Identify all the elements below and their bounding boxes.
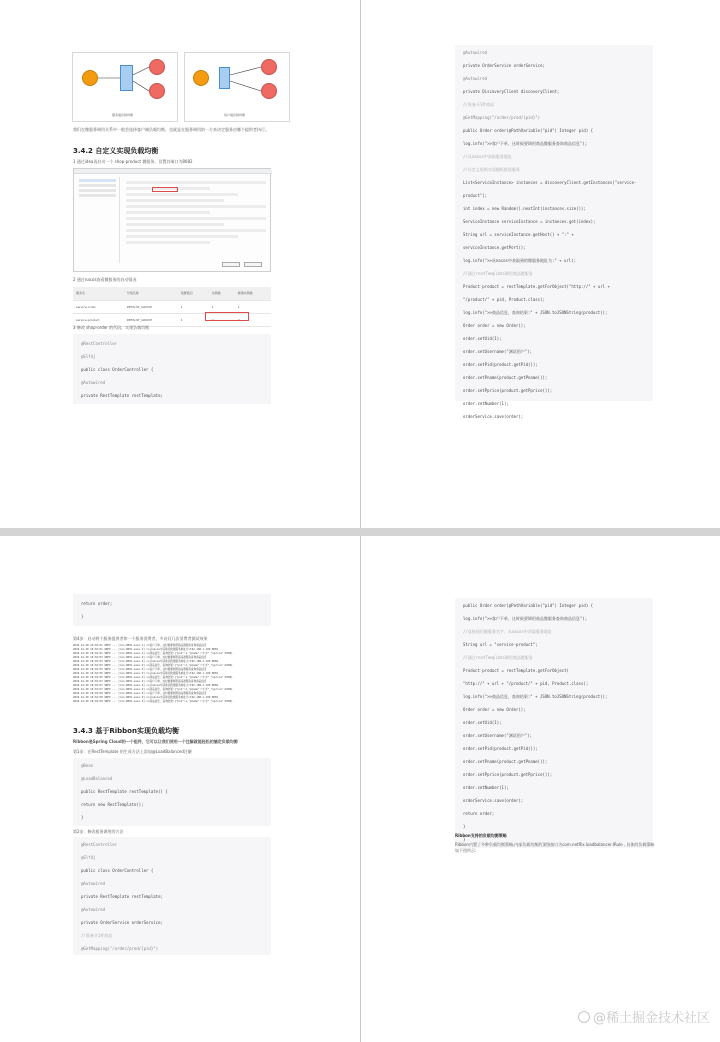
- console-line: 2019-12-20 16:32:09 INFO --- [nio-8091-exec-5] >>商品信息，查询结果:{"pid":1,"pname":"小米","pprice":1000}: [73, 700, 233, 703]
- code-line: String url = "service-product";: [463, 642, 538, 647]
- code-line: public RestTemplate restTemplate() {: [81, 789, 168, 794]
- table-cell: 2: [235, 313, 271, 326]
- code-line: }: [463, 837, 466, 842]
- code-line: private RestTemplate restTemplate;: [81, 894, 163, 899]
- code-line: //通过restTemplate调用商品微服务: [463, 655, 533, 660]
- page-2: [361, 0, 720, 528]
- diagram-server-lb: [72, 52, 178, 122]
- diagram-caption-right: 客户端负载均衡: [224, 113, 246, 117]
- code-line: //自定义规则实现随机挑选服务: [463, 167, 520, 172]
- code-line: log.info(">>商品信息，查询结果:" + JSON.toJSONString(product));: [463, 694, 608, 699]
- intro-paragraph: 我们在微服务调用关系中一般会选择客户端负载均衡，也就是在服务调用的一方来决定服务由哪个提供者执行。: [73, 127, 269, 132]
- code-line: private OrderService orderService;: [81, 920, 163, 925]
- diagram-caption-left: 服务端负载均衡: [112, 113, 134, 117]
- code-line: @RestController: [81, 842, 118, 847]
- table-header: 服务名: [73, 287, 124, 300]
- code-line: @Slf4j: [81, 354, 96, 359]
- code-line: @Bean: [81, 763, 94, 768]
- console-line: 2019-12-20 16:32:01 INFO --- [nio-8091-exec-1] >>商品信息，查询结果:{"pid":1,"pname":"小米","pprice":1000}: [73, 652, 233, 655]
- console-line: 2019-12-20 16:32:03 INFO --- [nio-8091-exec-2] >>商品信息，查询结果:{"pid":1,"pname":"小米","pprice":1000}: [73, 664, 233, 667]
- code-line: order.setPid(product.getPid());: [463, 362, 538, 367]
- code-line: @Autowired: [81, 881, 106, 886]
- code-line: }: [81, 614, 84, 619]
- code-line: }: [463, 824, 466, 829]
- code-line: private OrderService orderService;: [463, 63, 545, 68]
- code-line: @GetMapping("/order/prod/{pid}"): [81, 946, 159, 951]
- watermark: @稀土掘金技术社区: [578, 1007, 710, 1026]
- code-line: order.setNumber(1);: [463, 401, 509, 406]
- section-heading: 3.4.2 自定义实现负载均衡: [73, 147, 159, 155]
- code-line: //直接使用微服务名字，从nacos中获取服务地址: [463, 629, 552, 634]
- code-line: serviceInstance.getPort();: [463, 245, 526, 250]
- code-line: @Autowired: [463, 76, 488, 81]
- code-line: orderService.save(order);: [463, 414, 524, 419]
- code-line: order.setPid(product.getPid());: [463, 746, 538, 751]
- code-line: @LoadBalanced: [81, 776, 113, 781]
- code-line: order.setUid(1);: [463, 336, 502, 341]
- code-line: Order order = new Order();: [463, 707, 526, 712]
- console-line: 2019-12-20 16:32:07 INFO --- [nio-8091-exec-4] >>商品信息，查询结果:{"pid":1,"pname":"小米","pprice":1000}: [73, 688, 233, 691]
- code-line: public Order order(@PathVariable("pid") Integer pid) {: [463, 603, 594, 608]
- console-line: 2019-12-20 16:32:07 INFO --- [nio-8091-exec-4] >>客户下单，这时候要调用商品微服务查询商品信息: [73, 680, 207, 683]
- section-heading: 3.4.3 基于Ribbon实现负载均衡: [73, 727, 179, 735]
- table-cell: 1: [178, 313, 209, 326]
- step-4-text: 第4步：启动两个服务提供者和一个服务消费者，多访问几次消费者测试效果: [73, 636, 208, 641]
- code-block: [455, 45, 653, 419]
- code-line: private DiscoveryClient discoveryClient;: [463, 89, 560, 94]
- code-line: order.setPname(product.getPname());: [463, 759, 548, 764]
- table-cell: 1: [209, 300, 235, 313]
- code-block: [455, 598, 653, 848]
- highlight-box: [152, 187, 178, 192]
- table-cell: 1: [235, 300, 271, 313]
- code-line: @GetMapping("/order/prod/{pid}"): [463, 115, 541, 120]
- code-line: order.setPprice(product.getPprice());: [463, 388, 553, 393]
- idea-config-screenshot: [73, 168, 271, 272]
- code-line: @Autowired: [463, 50, 488, 55]
- subheading: Ribbon支持的负载均衡策略: [455, 833, 507, 838]
- step-3-text: 3 修改 shop-order 的代码，实现负载均衡: [73, 325, 150, 330]
- page-4: [361, 536, 720, 1042]
- code-block: [73, 334, 271, 404]
- table-header: 实例数: [209, 287, 235, 300]
- console-line: 2019-12-20 16:32:05 INFO --- [nio-8091-exec-3] >>客户下单，这时候要调用商品微服务查询商品信息: [73, 668, 207, 671]
- code-line: log.info(">>商品信息，查询结果:" + JSON.toJSONString(product));: [463, 310, 608, 315]
- code-line: //通过restTemplate调用商品微服务: [463, 271, 533, 276]
- code-line: }: [81, 815, 84, 820]
- console-line: 2019-12-20 16:32:07 INFO --- [nio-8091-exec-4] >>从nacos中获取到的微服务地址为:192.168.1.102:8082: [73, 684, 219, 687]
- code-line: public Order order(@PathVariable("pid") Integer pid) {: [463, 128, 594, 133]
- console-line: 2019-12-20 16:32:03 INFO --- [nio-8091-exec-2] >>从nacos中获取到的微服务地址为:192.168.1.102:8082: [73, 660, 219, 663]
- code-line: order.setUid(1);: [463, 720, 502, 725]
- table-header: 健康实例数: [235, 287, 271, 300]
- console-output: [73, 644, 273, 708]
- table-cell: service-product: [73, 313, 124, 326]
- table-cell: 1: [178, 300, 209, 313]
- code-line: order.setPprice(product.getPprice());: [463, 772, 553, 777]
- code-line: order.setNumber(1);: [463, 785, 509, 790]
- step-2-text: 2 通过nacos查看微服务的启动情况: [73, 277, 137, 282]
- code-line: return order;: [81, 601, 113, 606]
- diagram-client-lb: [184, 52, 290, 122]
- table-cell: DEFAULT_GROUP: [124, 313, 178, 326]
- code-line: "http://" + url + "/product/" + pid, Product.class);: [463, 681, 589, 686]
- code-line: log.info(">>客户下单，这时候要调用商品微服务查询商品信息");: [463, 616, 588, 621]
- code-line: @Autowired: [81, 907, 106, 912]
- step-1-text: 1 通过idea再启动一个 shop-product 微服务，设置其端口为8082: [73, 159, 193, 164]
- code-line: product");: [463, 193, 488, 198]
- code-line: log.info(">>客户下单，这时候要调用商品微服务查询商品信息");: [463, 141, 588, 146]
- console-line: 2019-12-20 16:32:01 INFO --- [nio-8091-exec-1] >>客户下单，这时候要调用商品微服务查询商品信息: [73, 644, 207, 647]
- juejin-logo-icon: [578, 1011, 590, 1023]
- console-line: 2019-12-20 16:32:03 INFO --- [nio-8091-exec-2] >>客户下单，这时候要调用商品微服务查询商品信息: [73, 656, 207, 659]
- code-line: order.setUsername("测试用户");: [463, 349, 532, 354]
- code-line: order.setUsername("测试用户");: [463, 733, 532, 738]
- code-line: "/product/" + pid, Product.class);: [463, 297, 545, 302]
- table-header: 分组名称: [124, 287, 178, 300]
- code-line: Product product = restTemplate.getForObject("http://" + url +: [463, 284, 610, 289]
- code-line: private RestTemplate restTemplate;: [81, 393, 163, 398]
- code-line: @Autowired: [81, 380, 106, 385]
- highlight-box: [205, 312, 249, 321]
- table-cell: service-order: [73, 300, 124, 313]
- code-line: //准备买1件商品: [463, 102, 495, 107]
- page-3: [0, 536, 359, 1042]
- code-line: //准备买1件商品: [81, 933, 113, 938]
- code-line: public class OrderController {: [81, 367, 154, 372]
- code-line: String url = serviceInstance.getHost() + ":" +: [463, 232, 574, 237]
- ribbon-strategy-paragraph: Ribbon内置了多种负载均衡策略,内部负载均衡的顶级接口为com.netflix.loadbalancer.IRule , 具体的负载策略如下图所示:: [455, 842, 655, 853]
- code-line: Product product = restTemplate.getForObject(: [463, 668, 569, 673]
- page-1: [0, 0, 359, 528]
- code-line: int index = new Random().nextInt(instances.size());: [463, 206, 586, 211]
- code-line: return new RestTemplate();: [81, 802, 144, 807]
- code-block: [73, 758, 271, 826]
- console-line: 2019-12-20 16:32:05 INFO --- [nio-8091-exec-3] >>商品信息，查询结果:{"pid":1,"pname":"小米","pprice":1000}: [73, 676, 233, 679]
- code-block: [73, 594, 271, 626]
- code-line: List<ServiceInstance> instances = discoveryClient.getInstances("service-: [463, 180, 637, 185]
- console-line: 2019-12-20 16:32:01 INFO --- [nio-8091-exec-1] >>从nacos中获取到的微服务地址为:192.168.1.102:8081: [73, 648, 219, 651]
- console-line: 2019-12-20 16:32:05 INFO --- [nio-8091-exec-3] >>从nacos中获取到的微服务地址为:192.168.1.102:8081: [73, 672, 219, 675]
- ribbon-intro: Ribbon是Spring Cloud的一个组件，它可以让我们使用一个注解就能轻松的搞定负载均衡: [73, 739, 238, 744]
- table-cell: 2: [209, 313, 235, 326]
- code-block: [73, 837, 271, 955]
- code-line: public class OrderController {: [81, 868, 154, 873]
- code-line: //从nacos中获取服务地址: [463, 154, 512, 159]
- code-line: Order order = new Order();: [463, 323, 526, 328]
- code-line: orderService.save(order);: [463, 798, 524, 803]
- page-divider-horizontal: [0, 528, 720, 536]
- table-cell: DEFAULT_GROUP: [124, 300, 178, 313]
- code-line: ServiceInstance serviceInstance = instances.get(index);: [463, 219, 596, 224]
- table-header: 集群数目: [178, 287, 209, 300]
- step-1-text: 第1步：在RestTemplate 的生成方法上添加@LoadBalanced注解: [73, 749, 192, 754]
- code-line: order.setPname(product.getPname());: [463, 375, 548, 380]
- code-line: return order;: [463, 811, 495, 816]
- console-line: 2019-12-20 16:32:09 INFO --- [nio-8091-exec-5] >>从nacos中获取到的微服务地址为:192.168.1.102:8081: [73, 696, 219, 699]
- console-line: 2019-12-20 16:32:09 INFO --- [nio-8091-exec-5] >>客户下单，这时候要调用商品微服务查询商品信息: [73, 692, 207, 695]
- code-line: log.info(">>从nacos中获取到的微服务地址为:" + url);: [463, 258, 577, 263]
- code-line: @RestController: [81, 341, 118, 346]
- step-2-text: 第2步：修改服务调用的方法: [73, 829, 124, 834]
- code-line: @Slf4j: [81, 855, 96, 860]
